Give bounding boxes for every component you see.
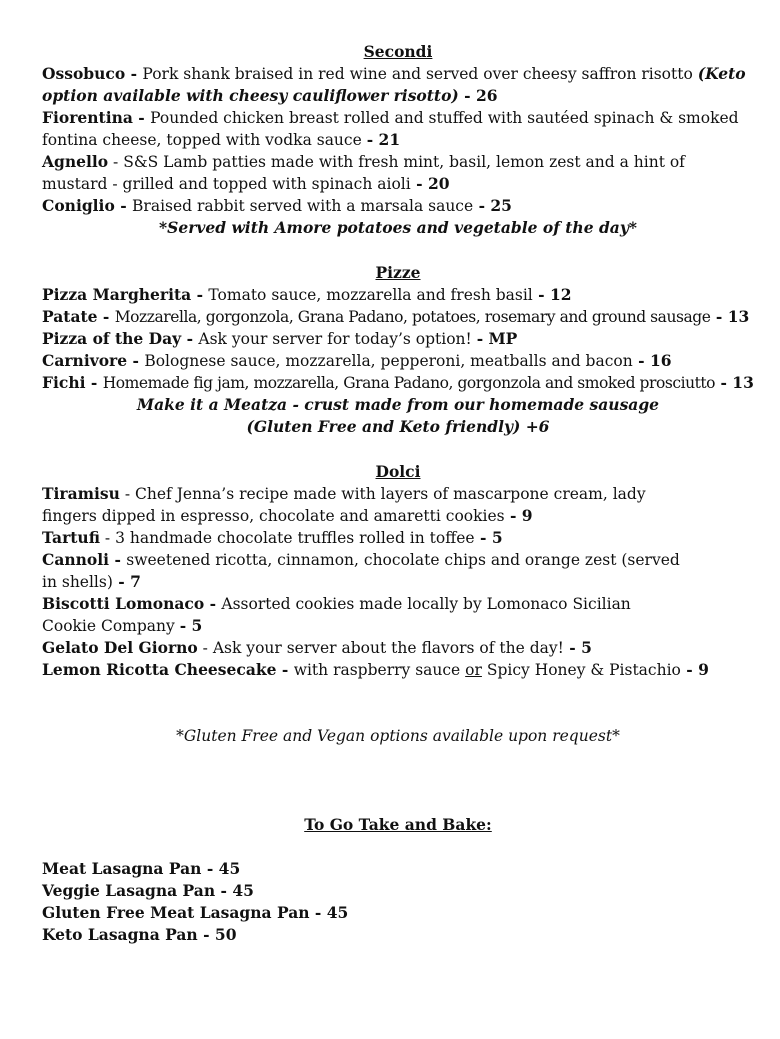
item-name: Gelato Del Giorno [42, 638, 198, 657]
item-description: Mozzarella, gorgonzola, Grana Padano, potatoes, rosemary and ground sausage [114, 308, 711, 326]
item-price: - 16 [632, 351, 672, 370]
item-price: - 5 [563, 638, 592, 657]
item-price: - 26 [458, 86, 498, 105]
item-price: - 9 [504, 506, 533, 525]
dietary-note: *Gluten Free and Vegan options available upon request* [176, 727, 620, 745]
item-price: - MP [476, 329, 518, 348]
item-description: Ask your server about the flavors of the day! [212, 639, 564, 657]
item-description: Tomato sauce, mozzarella and fresh basil [208, 286, 533, 304]
item-price: - 25 [473, 196, 512, 215]
menu-item-tiramisu [42, 483, 682, 527]
item-keto-option: (Keto option available with cheesy cauliflower risotto) [42, 64, 746, 105]
item-name: Tartufi [42, 528, 100, 547]
menu-item-biscotti [42, 593, 682, 637]
item-price: - 5 [474, 528, 503, 547]
togo-item: Veggie Lasagna Pan - 45 [42, 881, 254, 900]
togo-item: Meat Lasagna Pan - 45 [42, 859, 241, 878]
item-separator: - [99, 529, 116, 547]
item-description: with raspberry sauce [293, 661, 466, 679]
item-name: Pizza of the Day [42, 329, 182, 348]
item-description: Spicy Honey & Pistachio [481, 661, 681, 679]
item-name: Carnivore [42, 351, 128, 370]
item-name: Ossobuco [42, 64, 126, 83]
item-description: Pounded chicken breast rolled and stuffed with sautéed spinach & smoked fontina cheese, topped with vodka sauce [42, 109, 739, 149]
togo-list [42, 858, 754, 946]
item-name: Fichi [42, 373, 86, 392]
item-name: Coniglio [42, 196, 115, 215]
item-separator: - [204, 594, 222, 613]
menu-item-margherita [42, 284, 754, 306]
menu-item-fiorentina [42, 107, 754, 151]
item-separator: - [114, 196, 133, 215]
item-description: Assorted cookies made locally by Lomonaco Sicilian Cookie Company [42, 595, 631, 635]
menu-item-patate [42, 306, 754, 328]
menu-item-cheesecake [42, 659, 754, 681]
menu-item-pizza-of-the-day [42, 328, 754, 350]
item-separator: - [132, 108, 151, 127]
item-name: Lemon Ricotta Cheesecake [42, 660, 277, 679]
item-name: Tiramisu [42, 484, 120, 503]
item-name: Cannoli [42, 550, 110, 569]
item-name: Pizza Margherita [42, 285, 192, 304]
item-name: Agnello [42, 152, 109, 171]
item-price: - 12 [532, 285, 572, 304]
item-separator: - [191, 285, 209, 304]
item-price: - 9 [680, 660, 709, 679]
item-name: Fiorentina [42, 108, 133, 127]
item-description: Ask your server for today’s option! [198, 330, 477, 348]
secondi-section [42, 41, 754, 239]
item-description: Braised rabbit served with a marsala sauce [132, 197, 474, 215]
secondi-note: *Served with Amore potatoes and vegetable of the day* [159, 218, 637, 237]
menu-item-fichi [42, 372, 754, 394]
item-separator: - [125, 64, 143, 83]
item-separator: - [119, 485, 136, 503]
item-description: Pork shank braised in red wine and served over cheesy saffron risotto [142, 65, 698, 83]
togo-item: Gluten Free Meat Lasagna Pan - 45 [42, 903, 349, 922]
item-separator: - [108, 153, 124, 171]
dolci-section [42, 461, 754, 681]
pizze-section [42, 262, 754, 438]
menu-item-coniglio [42, 195, 754, 217]
menu-item-tartufi [42, 527, 754, 549]
item-separator: - [97, 307, 115, 326]
item-description-or: or [465, 661, 482, 679]
item-price: - 5 [179, 616, 203, 635]
togo-heading: To Go Take and Bake: [304, 815, 492, 834]
item-description: S&S Lamb patties made with fresh mint, basil, lemon zest and a hint of mustard - grilled and topped with spinach aioli [42, 153, 685, 193]
menu-item-ossobuco [42, 63, 754, 107]
item-price: - 20 [410, 174, 450, 193]
dolci-heading: Dolci [375, 462, 421, 481]
item-price: - 21 [366, 130, 401, 149]
item-separator: - [197, 639, 213, 657]
item-description: Homemade fig jam, mozzarella, Grana Padano, gorgonzola and smoked prosciutto [102, 374, 716, 392]
pizze-heading: Pizze [375, 263, 421, 282]
item-price: - 13 [710, 307, 750, 326]
item-name: Patate [42, 307, 98, 326]
menu-item-carnivore [42, 350, 754, 372]
item-separator: - [127, 351, 145, 370]
item-description: Bolognese sauce, mozzarella, pepperoni, meatballs and bacon [144, 352, 633, 370]
item-description: Chef Jenna’s recipe made with layers of mascarpone cream, lady fingers dipped in espresso, chocolate and amaretti cookies [42, 485, 646, 525]
item-price: - 7 [112, 572, 141, 591]
item-price: - 13 [715, 373, 754, 392]
item-description: sweetened ricotta, cinnamon, chocolate chips and orange zest (served in shells) [42, 551, 680, 591]
togo-section [42, 814, 754, 836]
meatza-note-line1: Make it a Meatza - crust made from our homemade sausage [136, 395, 660, 414]
menu-item-gelato [42, 637, 754, 659]
item-description: 3 handmade chocolate truffles rolled in toffee [115, 529, 475, 547]
meatza-note-line2: (Gluten Free and Keto friendly) +6 [246, 417, 550, 436]
secondi-heading: Secondi [363, 42, 433, 61]
item-separator: - [276, 660, 294, 679]
togo-item: Keto Lasagna Pan - 50 [42, 925, 237, 944]
item-name: Biscotti Lomonaco [42, 594, 205, 613]
item-separator: - [109, 550, 127, 569]
item-separator: - [181, 329, 199, 348]
item-separator: - [85, 373, 103, 392]
menu-item-agnello [42, 151, 754, 195]
menu-item-cannoli [42, 549, 682, 593]
